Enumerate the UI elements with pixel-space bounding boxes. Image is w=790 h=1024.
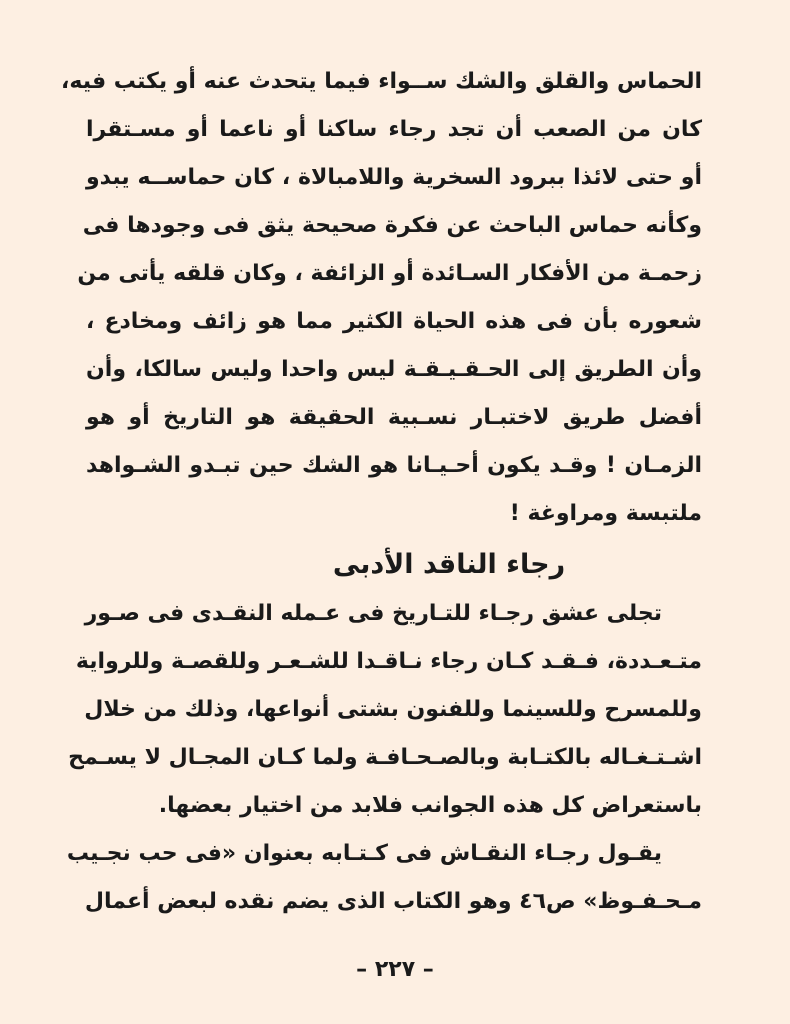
text-line: باستعراض كل هذه الجوانب فلابد من اختيار بعضها.	[158, 793, 702, 818]
paragraph-1	[61, 58, 702, 538]
text-line: يقـول رجـاء النقـاش فى كـتـابه بعنوان «فى حب نجـيب	[66, 841, 662, 866]
text-line: وكأنه حماس الباحث عن فكرة صحيحة يثق فى وجودها فى	[82, 213, 702, 238]
text-line: تجلى عشق رجـاء للتـاريخ فى عـمله النقـدى فى صـور	[84, 601, 662, 626]
text-line: كان من الصعب أن تجد رجاء ساكنا أو ناعما أو مسـتقرا	[86, 117, 702, 142]
page-body	[61, 58, 702, 926]
text-line: اشـتـغـاله بالكتـابة وبالصـحـافـة ولما كـان المجـال لا يسـمح	[68, 745, 702, 770]
text-line: ملتبسة ومراوغة !	[509, 501, 702, 526]
text-line: مـحـفـوظ» ص٤٦ وهو الكتاب الذى يضم نقده لبعض أعمال	[84, 889, 702, 914]
text-line: أو حتى لائذا ببرود السخرية واللامبالاة ، كان حماســه يبدو	[86, 165, 702, 190]
text-line: شعوره بأن فى هذه الحياة الكثير مما هو زائف ومخادع ،	[86, 309, 702, 334]
page-number: – ٢٢٧ –	[356, 957, 434, 982]
paragraph-3	[66, 830, 702, 926]
text-line: وللمسرح وللسينما وللفنون بشتى أنواعها، وذلك من خلال	[84, 697, 702, 722]
text-line: أفضل طريق لاختبـار نسـبية الحقيقة هو التاريخ أو هو	[86, 405, 702, 430]
text-line: الزمـان ! وقـد يكون أحـيـانا هو الشك حين تبـدو الشـواهد	[86, 453, 702, 478]
text-line: وأن الطريق إلى الحـقـيـقـة ليس واحدا وليس سالكا، وأن	[86, 357, 702, 382]
text-line: الحماس والقلق والشك ســواء فيما يتحدث عنه أو يكتب فيه،	[61, 69, 702, 94]
section-heading: رجاء الناقد الأدبى	[332, 549, 566, 580]
text-line: زحمـة من الأفكار السـائدة أو الزائفة ، وكان قلقه يأتى من	[77, 261, 702, 286]
paragraph-2	[68, 590, 702, 830]
text-line: متـعـددة، فـقـد كـان رجاء نـاقـدا للشـعـر وللقصـة وللرواية	[75, 649, 702, 674]
